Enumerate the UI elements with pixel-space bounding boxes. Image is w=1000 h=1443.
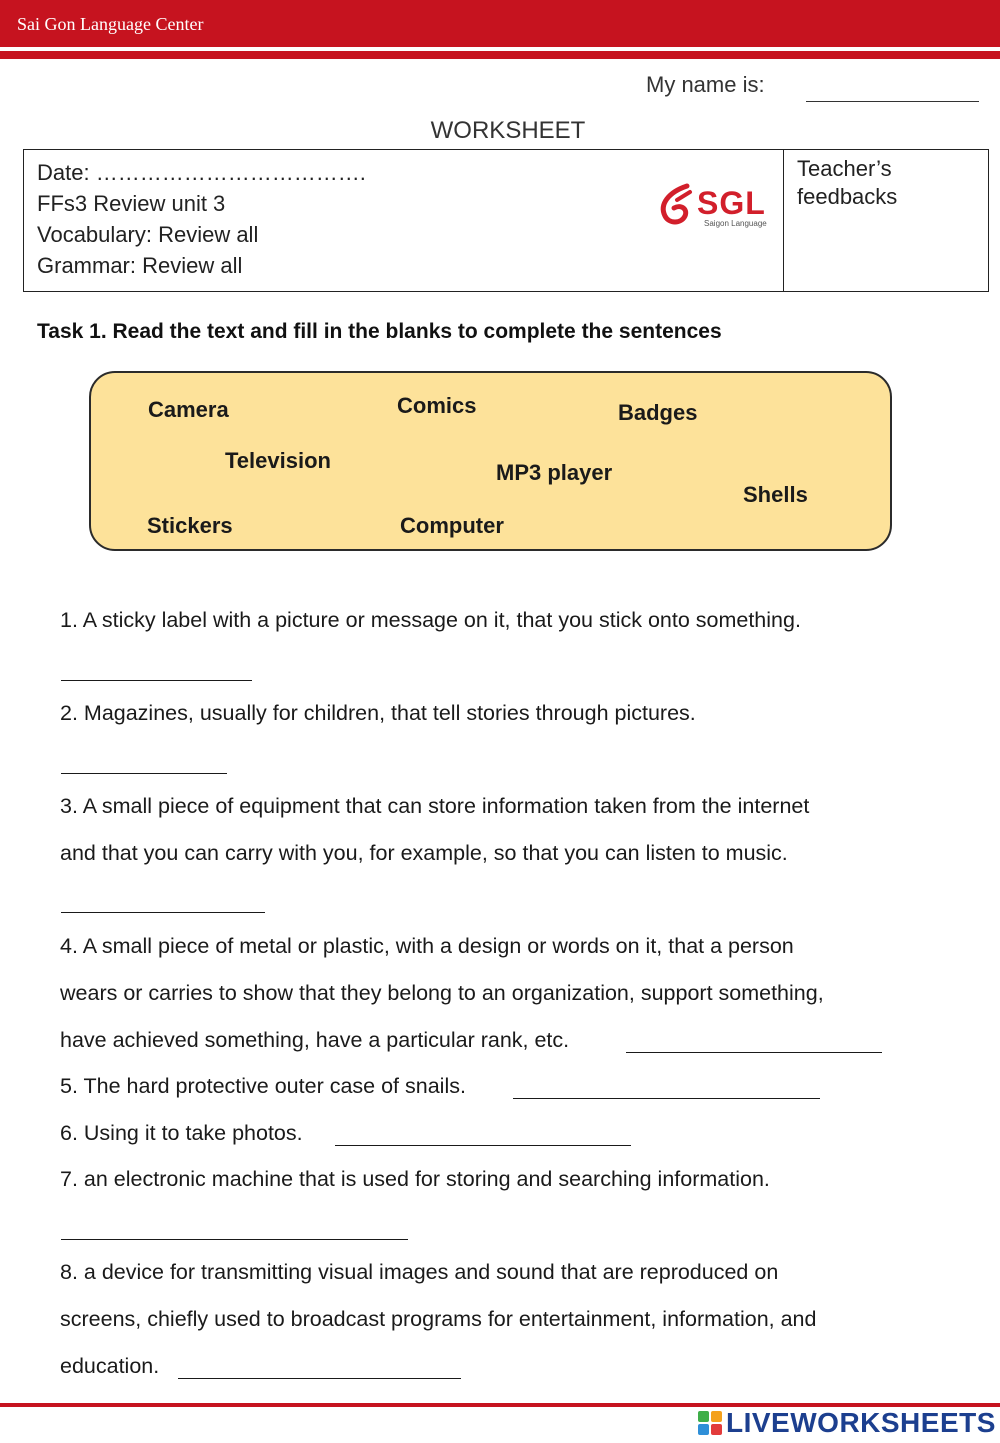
task-1-title: Task 1. Read the text and fill in the blanks to complete the sentences <box>37 320 722 343</box>
answer-blank-5[interactable] <box>513 1098 820 1099</box>
name-input-blank[interactable] <box>806 101 979 102</box>
answer-blank-3[interactable] <box>61 912 265 913</box>
question-3-line-1: 3. A small piece of equipment that can store information taken from the internet <box>60 794 810 818</box>
liveworksheets-icon <box>698 1411 722 1435</box>
sgl-logo <box>657 182 772 232</box>
info-lines <box>37 157 366 281</box>
info-table <box>23 149 989 292</box>
grammar-line: Grammar: Review all <box>37 253 243 278</box>
answer-blank-7[interactable] <box>61 1239 408 1240</box>
answer-blank-6[interactable] <box>335 1145 631 1146</box>
question-1: 1. A sticky label with a picture or message on it, that you stick onto something. <box>60 608 801 632</box>
question-5: 5. The hard protective outer case of snails. <box>60 1074 466 1098</box>
answer-blank-4[interactable] <box>626 1052 882 1053</box>
liveworksheets-brand: LIVEWORKSHEETS <box>726 1407 996 1438</box>
logo-text: SGL <box>697 185 766 221</box>
center-name: Sai Gon Language Center <box>17 14 204 34</box>
question-4-line-2: wears or carries to show that they belong to an organization, support something, <box>60 981 824 1005</box>
question-4-line-1: 4. A small piece of metal or plastic, with a design or words on it, that a person <box>60 934 794 958</box>
word-camera: Camera <box>148 397 229 422</box>
word-bank <box>89 371 892 551</box>
question-3-line-2: and that you can carry with you, for example, so that you can listen to music. <box>60 841 788 865</box>
logo-subtext: Saigon Language <box>704 219 767 228</box>
date-line: Date: ………………………………. <box>37 160 366 185</box>
question-6: 6. Using it to take photos. <box>60 1121 303 1145</box>
word-television: Television <box>225 448 331 473</box>
word-badges: Badges <box>618 400 698 425</box>
feedback-line-2: feedbacks <box>797 184 898 209</box>
question-7: 7. an electronic machine that is used for storing and searching information. <box>60 1167 770 1191</box>
question-4-line-3: have achieved something, have a particular rank, etc. <box>60 1028 570 1052</box>
answer-blank-1[interactable] <box>61 680 252 681</box>
feedback-line-1: Teacher’s <box>797 156 892 181</box>
answer-blank-2[interactable] <box>61 773 227 774</box>
course-line: FFs3 Review unit 3 <box>37 191 226 216</box>
question-8-line-1: 8. a device for transmitting visual images and sound that are reproduced on <box>60 1260 779 1284</box>
question-2: 2. Magazines, usually for children, that tell stories through pictures. <box>60 701 696 725</box>
word-comics: Comics <box>397 393 477 418</box>
word-shells: Shells <box>743 482 808 507</box>
info-divider <box>783 150 784 291</box>
worksheet-title: WORKSHEET <box>430 117 586 144</box>
teacher-feedback-label <box>797 155 897 211</box>
sgl-swoosh-icon <box>657 182 697 230</box>
name-label: My name is: <box>646 72 765 97</box>
header-divider <box>0 51 1000 59</box>
header-bar <box>0 0 1000 47</box>
word-computer: Computer <box>400 513 504 538</box>
question-8-line-3: education. <box>60 1354 160 1378</box>
vocabulary-line: Vocabulary: Review all <box>37 222 259 247</box>
liveworksheets-logo <box>698 1407 998 1441</box>
answer-blank-8[interactable] <box>178 1378 461 1379</box>
word-mp3-player: MP3 player <box>496 460 613 485</box>
question-8-line-2: screens, chiefly used to broadcast programs for entertainment, information, and <box>60 1307 817 1331</box>
word-stickers: Stickers <box>147 513 233 538</box>
